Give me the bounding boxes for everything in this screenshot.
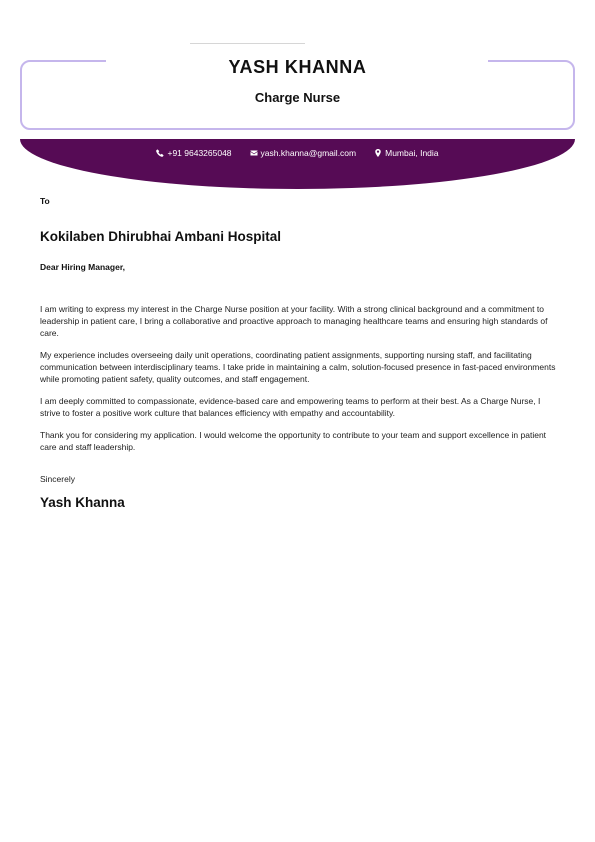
letter-paragraph: I am deeply committed to compassionate, evidence-based care and empowering teams to perform at their best. As a Charge Nurse, I strive to foster a positive work culture that balances efficiency with empathy and accountability.: [40, 396, 541, 418]
applicant-role: Charge Nurse: [254, 90, 341, 105]
contact-phone-text: +91 9643265048: [167, 148, 232, 158]
applicant-name: YASH KHANNA: [228, 57, 367, 77]
map-marker-icon: [374, 149, 382, 157]
contact-band: [20, 139, 575, 189]
letter-paragraph: I am writing to express my interest in the Charge Nurse position at your facility. With a strong clinical background and a commitment to leadership in patient care, I bring a collaborative and proactive approach to managing healthcare teams and ensuring high standards of care.: [40, 304, 548, 338]
contact-email-text: yash.khanna@gmail.com: [260, 148, 357, 158]
phone-icon: [156, 149, 164, 157]
letter-paragraph: Thank you for considering my application. I would welcome the opportunity to contribute to your team and support excellence in patient care and staff leadership.: [40, 430, 547, 452]
letter-body: [40, 303, 556, 463]
envelope-icon: [250, 149, 258, 157]
letter-paragraph: My experience includes overseeing daily unit operations, coordinating patient assignments, supporting nursing staff, and facilitating communication between interdisciplinary teams. I take pride in maintaining a calm, solution-focused presence in fast-paced environments while promoting patient safety, quality outcomes, and staff engagement.: [40, 350, 556, 384]
contact-phone: [156, 148, 231, 158]
salutation: Dear Hiring Manager,: [40, 262, 126, 272]
top-divider: [190, 43, 305, 44]
contact-email: [250, 148, 357, 158]
closing: Sincerely: [40, 474, 75, 484]
contact-row: [0, 148, 595, 158]
to-label: To: [40, 196, 50, 206]
contact-location: [374, 148, 438, 158]
signature: Yash Khanna: [40, 495, 125, 510]
contact-location-text: Mumbai, India: [385, 148, 439, 158]
recipient-name: Kokilaben Dhirubhai Ambani Hospital: [40, 229, 282, 244]
